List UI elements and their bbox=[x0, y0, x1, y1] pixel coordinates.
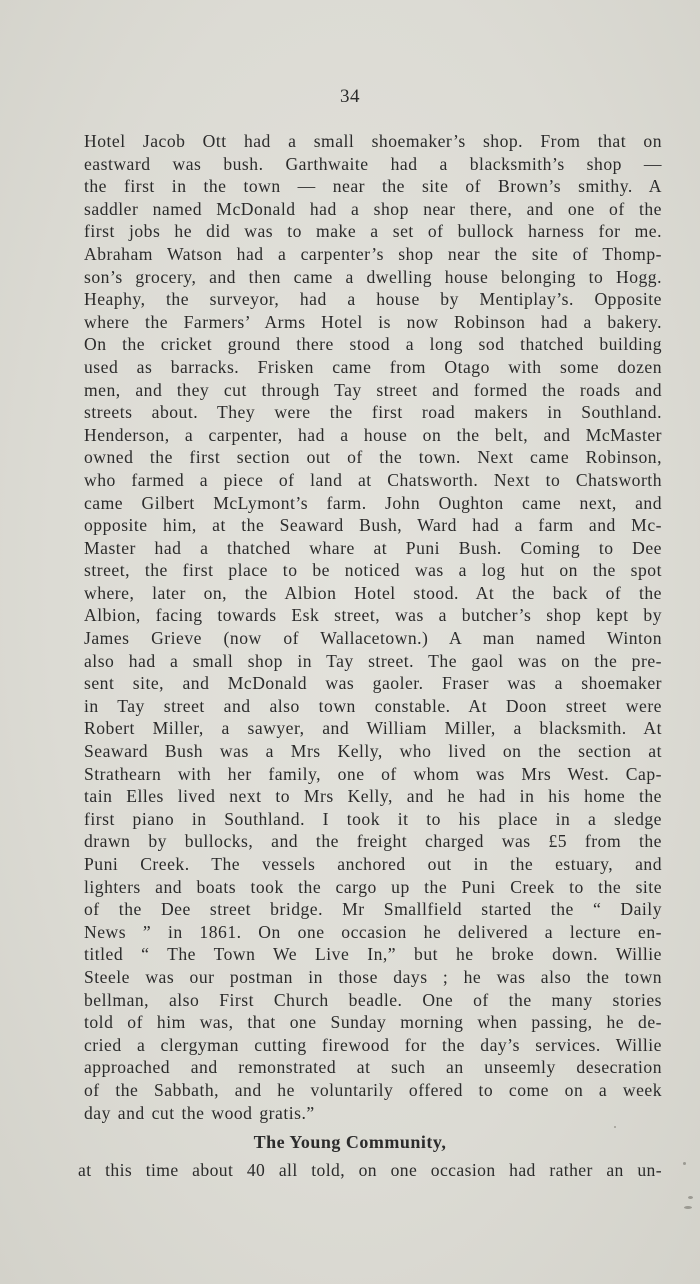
page-number: 34 bbox=[340, 86, 360, 107]
text-line: Heaphy, the surveyor, had a house by Mentiplay’s. Opposite bbox=[84, 289, 662, 310]
text-line: first piano in Southland. I took it to his place in a sledge bbox=[84, 808, 662, 829]
text-line: eastward was bush. Garthwaite had a blacksmith’s shop — bbox=[84, 153, 662, 174]
text-line: men, and they cut through Tay street and formed the roads and bbox=[84, 379, 662, 400]
text-line: where the Farmers’ Arms Hotel is now Robinson had a bakery. bbox=[84, 311, 662, 332]
text-line: also had a small shop in Tay street. The gaol was on the pre- bbox=[84, 650, 662, 671]
paper-speck bbox=[614, 1126, 616, 1128]
text-line: where, later on, the Albion Hotel stood. At the back of the bbox=[84, 582, 662, 603]
text-line: sent site, and McDonald was gaoler. Fraser was a shoemaker bbox=[84, 673, 662, 694]
text-line: News ” in 1861. On one occasion he delivered a lecture en- bbox=[84, 921, 662, 942]
text-line: bellman, also First Church beadle. One of the many stories bbox=[84, 989, 662, 1010]
text-line: tain Elles lived next to Mrs Kelly, and he had in his home the bbox=[84, 786, 662, 807]
text-line: Steele was our postman in those days ; he was also the town bbox=[84, 966, 662, 987]
text-line: of the Sabbath, and he voluntarily offered to come on a week bbox=[84, 1079, 662, 1100]
section-heading: The Young Community, bbox=[253, 1132, 447, 1152]
text-line: first jobs he did was to make a set of bullock harness for me. bbox=[84, 221, 662, 242]
text-line: Hotel Jacob Ott had a small shoemaker’s shop. From that on bbox=[84, 131, 662, 151]
paper-speck bbox=[683, 1162, 686, 1165]
text-line: Abraham Watson had a carpenter’s shop near the site of Thomp- bbox=[84, 243, 662, 264]
text-line: came Gilbert McLymont’s farm. John Oughton came next, and bbox=[84, 492, 662, 513]
paper-speck bbox=[684, 1206, 692, 1209]
text-line: Albion, facing towards Esk street, was a butcher’s shop kept by bbox=[84, 605, 662, 626]
text-line: approached and remonstrated at such an unseemly desecration bbox=[84, 1057, 662, 1078]
text-line: the first in the town — near the site of Brown’s smithy. A bbox=[84, 176, 662, 197]
text-line: street, the first place to be noticed was a log hut on the spot bbox=[84, 560, 662, 581]
text-line: told of him was, that one Sunday morning when passing, he de- bbox=[84, 1012, 662, 1033]
text-line: Robert Miller, a sawyer, and William Miller, a blacksmith. At bbox=[84, 718, 662, 739]
text-line: streets about. They were the first road makers in Southland. bbox=[84, 402, 662, 423]
text-line: titled “ The Town We Live In,” but he broke down. Willie bbox=[84, 944, 662, 965]
body-text bbox=[84, 130, 662, 1124]
text-line: Henderson, a carpenter, had a house on the belt, and McMaster bbox=[84, 424, 662, 445]
text-line: lighters and boats took the cargo up the Puni Creek to the site bbox=[84, 876, 662, 897]
text-line: On the cricket ground there stood a long sod thatched building bbox=[84, 334, 662, 355]
text-line: Puni Creek. The vessels anchored out in the estuary, and bbox=[84, 854, 662, 874]
text-line: owned the first section out of the town. Next came Robinson, bbox=[84, 447, 662, 468]
text-line: son’s grocery, and then came a dwelling house belonging to Hogg. bbox=[84, 266, 662, 287]
text-line: drawn by bullocks, and the freight charged was £5 from the bbox=[84, 831, 662, 852]
text-line: who farmed a piece of land at Chatsworth. Next to Chatsworth bbox=[84, 469, 662, 490]
text-line: cried a clergyman cutting firewood for the day’s services. Willie bbox=[84, 1034, 662, 1055]
text-line: Master had a thatched whare at Puni Bush. Coming to Dee bbox=[84, 537, 662, 558]
text-line: saddler named McDonald had a shop near there, and one of the bbox=[84, 198, 662, 219]
text-line: day and cut the wood gratis.” bbox=[84, 1102, 315, 1123]
text-line: used as barracks. Frisken came from Otago with some dozen bbox=[84, 356, 662, 377]
text-line: Strathearn with her family, one of whom was Mrs West. Cap- bbox=[84, 763, 662, 784]
text-line: James Grieve (now of Wallacetown.) A man named Winton bbox=[84, 628, 662, 649]
paper-speck bbox=[688, 1196, 693, 1199]
text-line: in Tay street and also town constable. At Doon street were bbox=[84, 695, 662, 716]
text-line: Seaward Bush was a Mrs Kelly, who lived on the section at bbox=[84, 741, 662, 762]
text-line: opposite him, at the Seaward Bush, Ward had a farm and Mc- bbox=[84, 515, 662, 536]
continuation-line: at this time about 40 all told, on one occasion had rather an un- bbox=[78, 1160, 662, 1180]
text-line: of the Dee street bridge. Mr Smallfield started the “ Daily bbox=[84, 899, 662, 920]
